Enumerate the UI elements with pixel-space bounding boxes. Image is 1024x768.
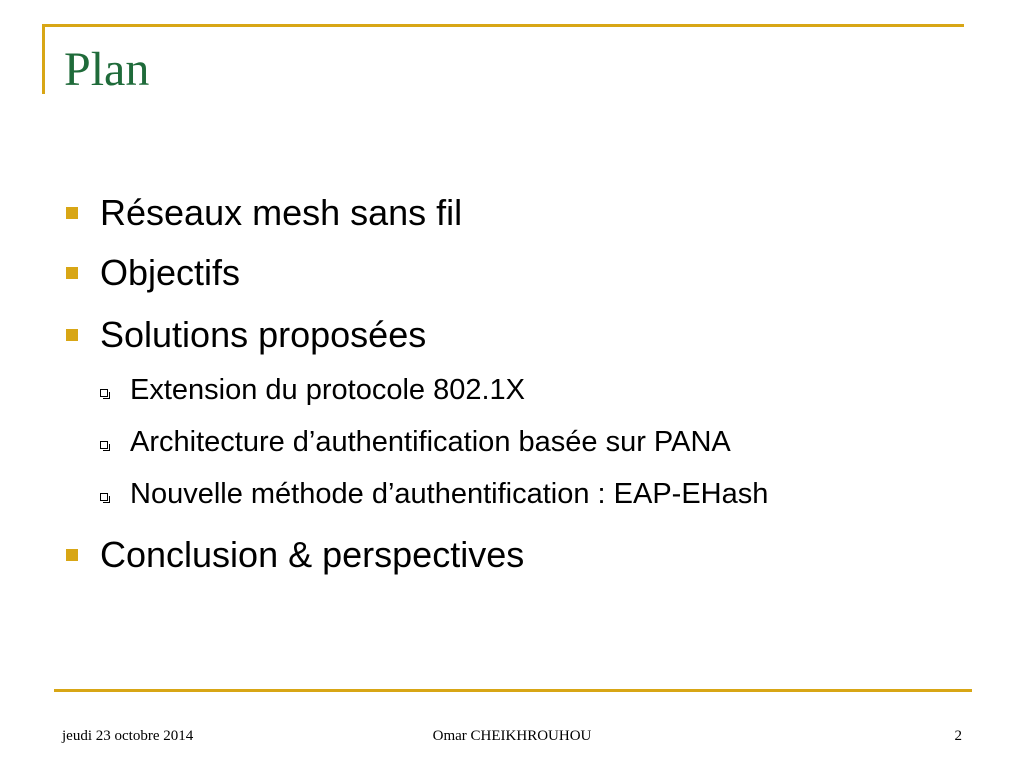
bullet-text: Solutions proposées [100,314,427,355]
slide-title: Plan [64,43,150,96]
page-number: 2 [954,728,962,744]
sub-bullet-item [100,374,525,407]
bullet-item [66,192,462,234]
bullet-item [66,534,524,576]
bullet-item [66,314,426,356]
hollow-square-bullet-icon [100,389,108,397]
footer-author: Omar CHEIKHROUHOU [432,728,592,744]
sub-bullet-item [100,426,731,459]
square-bullet-icon [66,549,78,561]
footer-date: jeudi 23 octobre 2014 [62,728,194,744]
square-bullet-icon [66,207,78,219]
bullet-text: Conclusion & perspectives [100,534,525,575]
square-bullet-icon [66,329,78,341]
sub-bullet-item [100,478,768,511]
bullet-item [66,252,240,294]
footer-divider [54,689,972,692]
hollow-square-bullet-icon [100,441,108,449]
sub-bullet-text: Architecture d’authentification basée sur PANA [130,426,731,458]
sub-bullet-text: Extension du protocole 802.1X [130,374,525,406]
hollow-square-bullet-icon [100,493,108,501]
sub-bullet-text: Nouvelle méthode d’authentification : EAP-EHash [130,478,769,510]
bullet-text: Réseaux mesh sans fil [100,192,463,233]
square-bullet-icon [66,267,78,279]
bullet-text: Objectifs [100,252,241,293]
